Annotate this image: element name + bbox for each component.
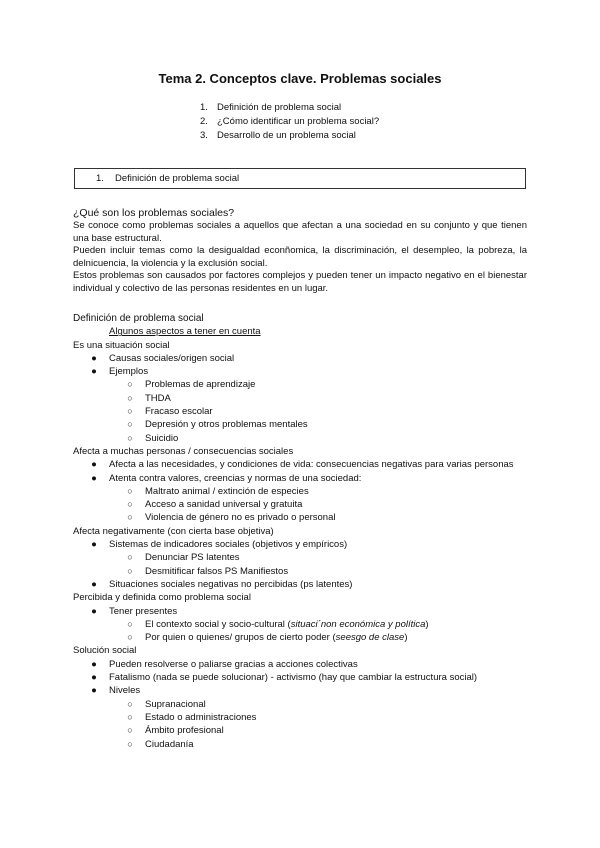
sub-bullet-emphasis: situaci´non económica y política (290, 618, 426, 630)
sub-bullet-item (73, 618, 533, 631)
bullet-text: Pueden resolverse o paliarse gracias a acciones colectivas (109, 658, 358, 670)
page-title: Tema 2. Conceptos clave. Problemas sociales (158, 71, 442, 86)
sub-bullet-item (73, 498, 533, 511)
sub-bullet-item (73, 405, 533, 418)
sub-bullet-item (73, 418, 533, 431)
bullet-text: Causas sociales/origen social (109, 352, 235, 364)
bullet-item (73, 472, 533, 485)
sub-bullet-item (73, 711, 533, 724)
bullet-text: Tener presentes (109, 605, 178, 617)
sub-bullet-text: Acceso a sanidad universal y gratuita (145, 499, 303, 511)
bullet-text: Sistemas de indicadores sociales (objetivos y empíricos) (109, 539, 348, 551)
bullet-circle-icon: ○ (127, 711, 133, 722)
sub-bullet-item (73, 485, 533, 498)
sub-bullet-item (73, 724, 533, 737)
bullet-text: Niveles (109, 685, 141, 697)
bullet-circle-icon: ○ (127, 432, 133, 443)
bullet-circle-icon: ○ (127, 512, 133, 523)
bullet-item (73, 671, 533, 684)
bullet-dot-icon: ● (91, 472, 97, 484)
sub-bullet-item (73, 392, 533, 405)
bullet-item (73, 458, 527, 471)
bullet-item (73, 605, 533, 618)
intro-heading: ¿Qué son los problemas sociales? (73, 207, 235, 219)
sub-bullet-text: Por quien o quienes/ grupos de cierto poder ( (145, 632, 336, 644)
bullet-item (73, 538, 533, 551)
intro-section (73, 206, 527, 296)
outline-subheading: Algunos aspectos a tener en cuenta (109, 326, 261, 338)
sub-bullet-text: THDA (145, 392, 171, 404)
bullet-dot-icon: ● (91, 672, 97, 684)
group-title: Es una situación social (73, 339, 170, 351)
bullet-circle-icon: ○ (127, 379, 133, 390)
sub-bullet-text: Ciudadanía (145, 738, 194, 750)
bullet-text: Afecta a las necesidades, y condiciones de vida: consecuencias negativas para varias personas (109, 459, 514, 471)
sub-bullet-text: El contexto social y socio-cultural ( (145, 618, 291, 630)
sub-bullet-text-end: ) (404, 632, 408, 644)
toc-text: ¿Cómo identificar un problema social? (217, 116, 380, 127)
toc-item (200, 101, 379, 115)
intro-paragraph: Se conoce como problemas sociales a aquellos que afectan a una sociedad en su conjunto y que tienen una base estructural. (73, 220, 527, 244)
bullet-circle-icon: ○ (127, 565, 133, 576)
group-title: Afecta negativamente (con cierta base objetiva) (73, 525, 274, 537)
sub-bullet-emphasis: seesgo de clase (335, 632, 405, 644)
bullet-dot-icon: ● (91, 578, 97, 590)
group-title: Solución social (73, 645, 137, 657)
toc-number: 3. (200, 130, 208, 141)
sub-bullet-text: Violencia de género no es privado o personal (145, 512, 336, 524)
bullet-item (73, 352, 533, 365)
sub-bullet-item (73, 511, 533, 524)
toc-number: 2. (200, 116, 208, 127)
bullet-text: Atenta contra valores, creencias y normas de una sociedad: (109, 472, 362, 484)
bullet-circle-icon: ○ (127, 618, 133, 629)
sub-bullet-item (73, 551, 533, 564)
sub-bullet-text: Desmitificar falsos PS Manifiestos (145, 565, 289, 577)
table-of-contents (200, 101, 379, 143)
bullet-item (73, 365, 533, 378)
section-heading-box (74, 168, 526, 189)
bullet-circle-icon: ○ (127, 738, 133, 749)
bullet-circle-icon: ○ (127, 698, 133, 709)
bullet-dot-icon: ● (91, 539, 97, 551)
toc-item (200, 115, 379, 129)
sub-bullet-text: Fracaso escolar (145, 406, 213, 418)
intro-paragraph: Pueden incluir temas como la desigualdad econñomica, la discriminación, el desempleo, la pobreza, la delnicuencia, la violencia y la exclusión social. (73, 245, 527, 269)
bullet-dot-icon: ● (91, 459, 97, 471)
group-title: Afecta a muchas personas / consecuencias sociales (73, 445, 294, 457)
sub-bullet-item (73, 631, 533, 644)
sub-bullet-text: Denunciar PS latentes (145, 552, 240, 564)
bullet-dot-icon: ● (91, 685, 97, 697)
sub-bullet-text: Depresión y otros problemas mentales (145, 419, 308, 431)
bullet-circle-icon: ○ (127, 406, 133, 417)
toc-text: Desarrollo de un problema social (217, 130, 356, 141)
bullet-circle-icon: ○ (127, 392, 133, 403)
bullet-text: Situaciones sociales negativas no percibidas (ps latentes) (109, 578, 353, 590)
sub-bullet-item (73, 378, 533, 391)
bullet-item (73, 658, 533, 671)
bullet-dot-icon: ● (91, 605, 97, 617)
sub-bullet-text: Ámbito profesional (145, 725, 224, 737)
bullet-circle-icon: ○ (127, 485, 133, 496)
bullet-circle-icon: ○ (127, 632, 133, 643)
toc-item (200, 129, 379, 143)
sub-bullet-text: Supranacional (145, 698, 206, 710)
bullet-item (73, 578, 533, 591)
outline-heading: Definición de problema social (73, 313, 204, 324)
group-title: Percibida y definida como problema social (73, 592, 251, 604)
section-title: Definición de problema social (115, 173, 240, 184)
bullet-text: Ejemplos (109, 366, 149, 378)
bullet-dot-icon: ● (91, 658, 97, 670)
sub-bullet-text: Problemas de aprendizaje (145, 379, 256, 391)
sub-bullet-item (73, 432, 533, 445)
bullet-item (73, 684, 533, 697)
intro-paragraph: Estos problemas son causados por factores complejos y pueden tener un impacto negativo en el bienestar individual y colectivo de las personas residentes en un lugar. (73, 270, 527, 294)
bullet-dot-icon: ● (91, 366, 97, 378)
bullet-circle-icon: ○ (127, 725, 133, 736)
sub-bullet-text: Estado o administraciones (145, 711, 257, 723)
bullet-circle-icon: ○ (127, 552, 133, 563)
bullet-circle-icon: ○ (127, 499, 133, 510)
toc-number: 1. (200, 102, 208, 113)
toc-text: Definición de problema social (217, 102, 342, 113)
sub-bullet-text: Suicidio (145, 432, 179, 444)
sub-bullet-text-end: ) (425, 618, 429, 630)
bullet-circle-icon: ○ (127, 419, 133, 430)
sub-bullet-item (73, 738, 533, 751)
section-number: 1. (96, 173, 104, 184)
sub-bullet-item (73, 565, 533, 578)
outline-section (73, 312, 533, 751)
bullet-dot-icon: ● (91, 352, 97, 364)
bullet-text: Fatalismo (nada se puede solucionar) - activismo (hay que cambiar la estructura social) (109, 672, 478, 684)
sub-bullet-text: Maltrato animal / extinción de especies (145, 485, 309, 497)
sub-bullet-item (73, 698, 533, 711)
